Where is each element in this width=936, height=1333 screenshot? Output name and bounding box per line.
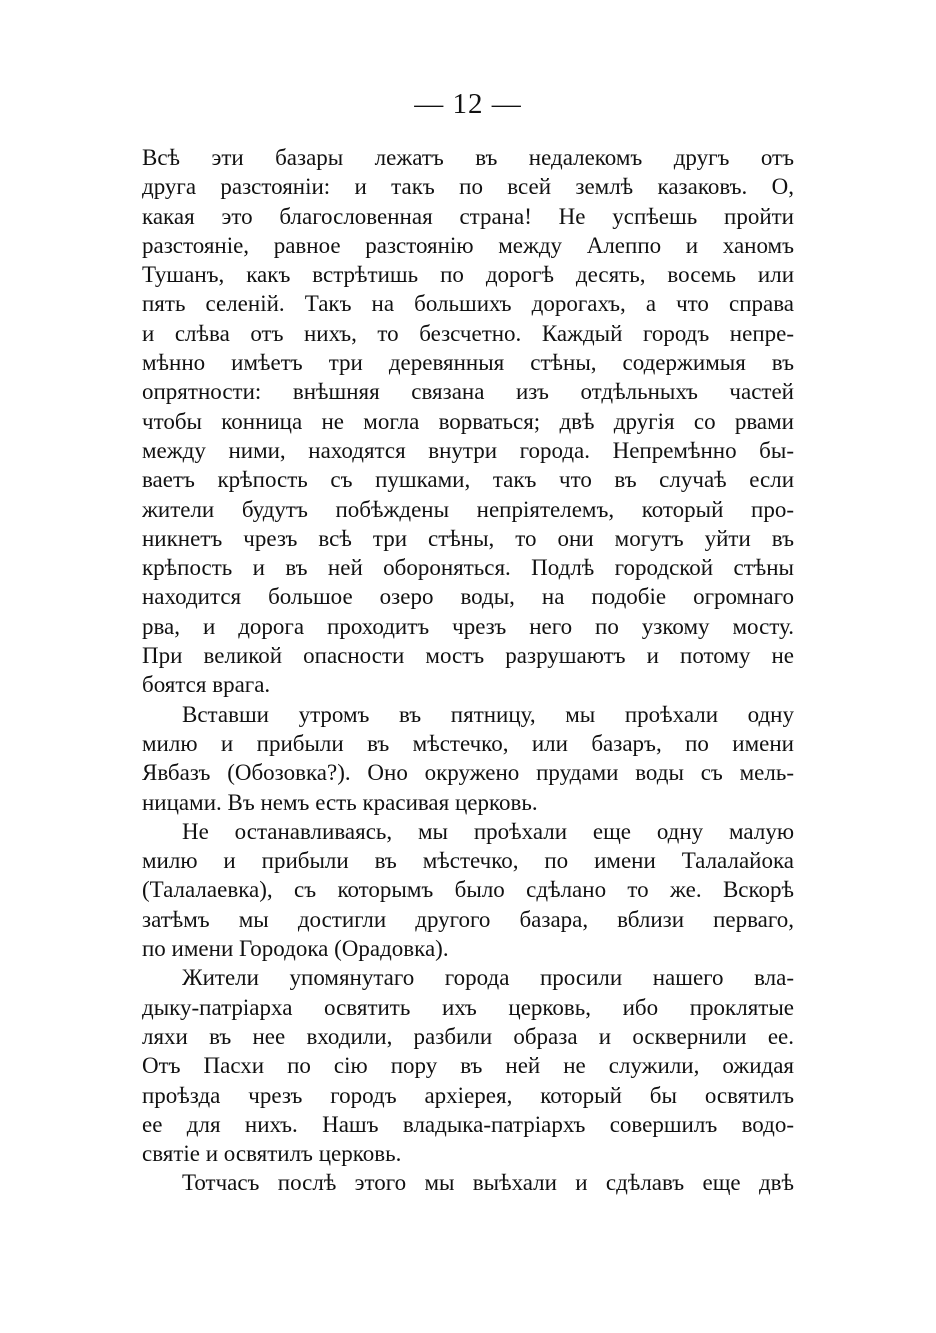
text-line: боятся врага. [142, 672, 271, 698]
text-line: и слѣва отъ нихъ, то безсчетно. Каждый городъ непре- [142, 320, 794, 346]
text-line: Отъ Пасхи по сію пору въ ней не служили, ожидая [142, 1053, 794, 1079]
text-line: (Талалаевка), съ которымъ было сдѣлано то же. Вскорѣ [142, 877, 794, 903]
text-line: проѣзда чрезъ городъ архіерея, который бы освятилъ [142, 1082, 794, 1108]
text-line: Не останавливаясь, мы проѣхали еще одну малую [182, 818, 794, 844]
text-line: чтобы конница не могла ворваться; двѣ другія со рвами [142, 408, 794, 434]
page-number: — 12 — [414, 88, 522, 120]
text-line: дыку-патріарха освятить ихъ церковь, ибо проклятые [142, 994, 794, 1020]
text-line: пять селеній. Такъ на большихъ дорогахъ, а что справа [142, 291, 794, 317]
body-text [142, 143, 794, 1198]
paragraph [142, 700, 794, 817]
text-line: ляхи въ нее входили, разбили образа и осквернили ее. [142, 1023, 794, 1049]
paragraph [142, 963, 794, 1168]
paragraph [142, 1168, 794, 1197]
text-line: Вставши утромъ въ пятницу, мы проѣхали одну [182, 701, 794, 727]
text-line: какая это благословенная страна! Не успѣешь пройти [142, 203, 794, 229]
text-line: рва, и дорога проходитъ чрезъ него по узкому мосту. [142, 613, 794, 639]
paragraph [142, 817, 794, 963]
text-line: Тотчасъ послѣ этого мы выѣхали и сдѣлавъ еще двѣ [182, 1170, 794, 1196]
text-line: жители будутъ побѣждены непріятелемъ, который про- [142, 496, 794, 522]
text-line: по имени Городока (Орадовка). [142, 936, 449, 962]
text-line: милю и прибыли въ мѣстечко, по имени Талалайока [142, 848, 794, 874]
text-line: находится большое озеро воды, на подобіе огромнаго [142, 584, 794, 610]
text-line: мѣнно имѣетъ три деревянныя стѣны, содержимыя въ [142, 350, 794, 376]
text-line: ницами. Въ немъ есть красивая церковь. [142, 789, 538, 815]
text-line: между ними, находятся внутри города. Непремѣнно бы- [142, 437, 794, 463]
text-line: святіе и освятилъ церковь. [142, 1141, 402, 1167]
text-line: милю и прибыли въ мѣстечко, или базаръ, по имени [142, 730, 794, 756]
text-line: разстояніе, равное разстоянію между Алеппо и ханомъ [142, 232, 794, 258]
text-line: При великой опасности мостъ разрушаютъ и потому не [142, 643, 794, 669]
text-line: Явбазъ (Обозовка?). Оно окружено прудами воды съ мель- [142, 760, 794, 786]
text-line: Тушанъ, какъ встрѣтишь по дорогѣ десять, восемь или [142, 262, 794, 288]
text-line: никнетъ чрезъ всѣ три стѣны, то они могутъ уйти въ [142, 525, 794, 551]
text-line: затѣмъ мы достигли другого базара, вблизи перваго, [142, 906, 794, 932]
text-line: ее для нихъ. Нашъ владыка-патріархъ совершилъ водо- [142, 1111, 794, 1137]
text-line: опрятности: внѣшняя связана изъ отдѣльныхъ частей [142, 379, 794, 405]
paragraph [142, 143, 794, 700]
text-line: Всѣ эти базары лежатъ въ недалекомъ другъ отъ [142, 145, 794, 170]
text-line: друга разстояніи: и такъ по всей землѣ казаковъ. О, [142, 174, 794, 200]
text-line: Жители упомянутаго города просили нашего вла- [182, 965, 794, 991]
text-line: ваетъ крѣпость съ пушками, такъ что въ случаѣ если [142, 467, 794, 493]
text-line: крѣпость и въ ней обороняться. Подлѣ городской стѣны [142, 555, 794, 581]
